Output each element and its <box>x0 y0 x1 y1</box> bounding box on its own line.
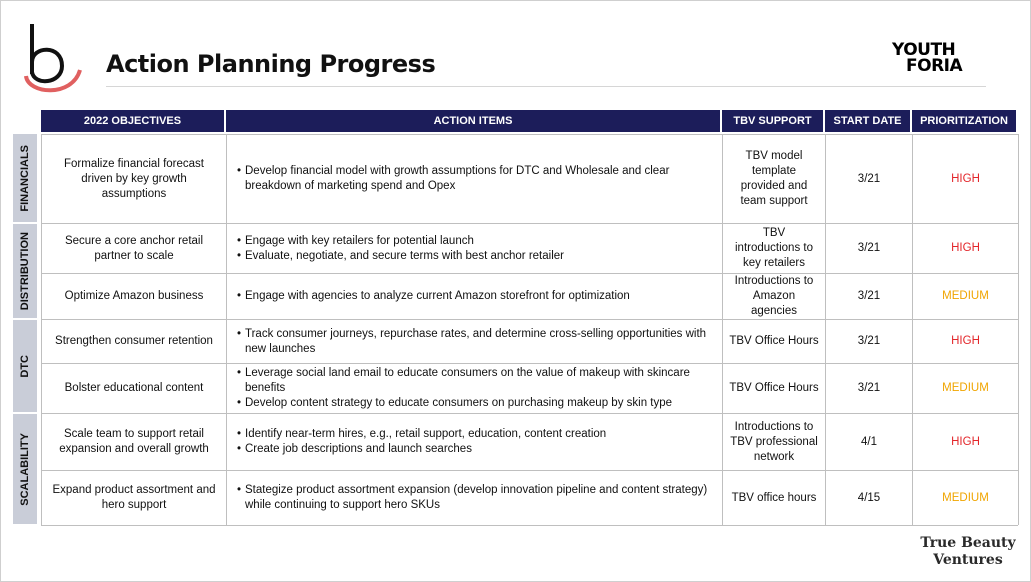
support-cell: Introductions to TBV professional network <box>722 413 825 470</box>
action-item: • Identify near-term hires, e.g., retail support, education, content creation <box>237 427 606 442</box>
priority-badge: MEDIUM <box>912 273 1018 319</box>
start-date-cell: 3/21 <box>825 319 912 363</box>
action-item: • Develop content strategy to educate consumers on purchasing makeup by skin type <box>237 396 716 411</box>
action-item: • Stategize product assortment expansion (develop innovation pipeline and content strategy) while continuing to support hero SKUs <box>237 483 716 513</box>
tbv-logo <box>918 535 1018 569</box>
start-date-cell: 4/1 <box>825 413 912 470</box>
actions-cell <box>226 223 722 273</box>
objective-cell: Scale team to support retail expansion and overall growth <box>41 413 226 470</box>
objective-cell: Formalize financial forecast driven by key growth assumptions <box>41 134 226 223</box>
category-label: DTC <box>19 354 31 378</box>
actions-cell <box>226 273 722 319</box>
category-scalability <box>13 414 37 524</box>
priority-badge: HIGH <box>912 319 1018 363</box>
support-cell: TBV office hours <box>722 470 825 525</box>
category-distribution <box>13 224 37 318</box>
header-start-date: START DATE <box>825 110 910 132</box>
objective-cell: Secure a core anchor retail partner to scale <box>41 223 226 273</box>
brand-line-1: YOUTH <box>892 40 956 60</box>
priority-badge: MEDIUM <box>912 363 1018 413</box>
actions-cell <box>226 470 722 525</box>
objective-cell: Optimize Amazon business <box>41 273 226 319</box>
action-item: • Evaluate, negotiate, and secure terms with best anchor retailer <box>237 249 564 264</box>
actions-cell <box>226 134 722 223</box>
category-label: FINANCIALS <box>19 144 31 212</box>
header-support: TBV SUPPORT <box>722 110 823 132</box>
header-actions: ACTION ITEMS <box>226 110 720 132</box>
title-divider <box>106 86 986 87</box>
brand-line-2: FORIA <box>906 56 963 76</box>
action-item: • Leverage social land email to educate consumers on the value of makeup with skincare benefits <box>237 366 716 396</box>
category-financials <box>13 134 37 222</box>
actions-cell <box>226 413 722 470</box>
tbv-line-1: True Beauty <box>920 535 1016 551</box>
support-cell: TBV model template provided and team support <box>722 134 825 223</box>
tbv-line-2: Ventures <box>933 552 1003 568</box>
table-right-border <box>1018 134 1019 525</box>
support-cell: TBV Office Hours <box>722 363 825 413</box>
action-item: • Engage with key retailers for potential launch <box>237 234 564 249</box>
category-dtc <box>13 320 37 412</box>
start-date-cell: 3/21 <box>825 223 912 273</box>
category-label: DISTRIBUTION <box>19 231 31 311</box>
table-bottom-border <box>41 525 1018 526</box>
objective-cell: Bolster educational content <box>41 363 226 413</box>
actions-cell <box>226 363 722 413</box>
category-label: SCALABILITY <box>19 432 31 506</box>
action-item: • Develop financial model with growth assumptions for DTC and Wholesale and clear breakdown of marketing spend and Opex <box>237 164 716 194</box>
support-cell: Introductions to Amazon agencies <box>722 273 825 319</box>
priority-badge: HIGH <box>912 134 1018 223</box>
start-date-cell: 3/21 <box>825 273 912 319</box>
priority-badge: HIGH <box>912 413 1018 470</box>
start-date-cell: 4/15 <box>825 470 912 525</box>
action-item: • Engage with agencies to analyze current Amazon storefront for optimization <box>237 289 630 304</box>
priority-badge: HIGH <box>912 223 1018 273</box>
start-date-cell: 3/21 <box>825 134 912 223</box>
start-date-cell: 3/21 <box>825 363 912 413</box>
action-item: • Create job descriptions and launch searches <box>237 442 606 457</box>
header-prioritization: PRIORITIZATION <box>912 110 1016 132</box>
objective-cell: Strengthen consumer retention <box>41 319 226 363</box>
objective-cell: Expand product assortment and hero support <box>41 470 226 525</box>
youthforia-logo <box>892 42 988 74</box>
support-cell: TBV introductions to key retailers <box>722 223 825 273</box>
page-title: Action Planning Progress <box>106 50 436 78</box>
actions-cell <box>226 319 722 363</box>
support-cell: TBV Office Hours <box>722 319 825 363</box>
header-objectives: 2022 OBJECTIVES <box>41 110 224 132</box>
priority-badge: MEDIUM <box>912 470 1018 525</box>
action-item: • Track consumer journeys, repurchase rates, and determine cross-selling opportunities with new launches <box>237 327 716 357</box>
brand-logo-icon <box>22 22 84 100</box>
